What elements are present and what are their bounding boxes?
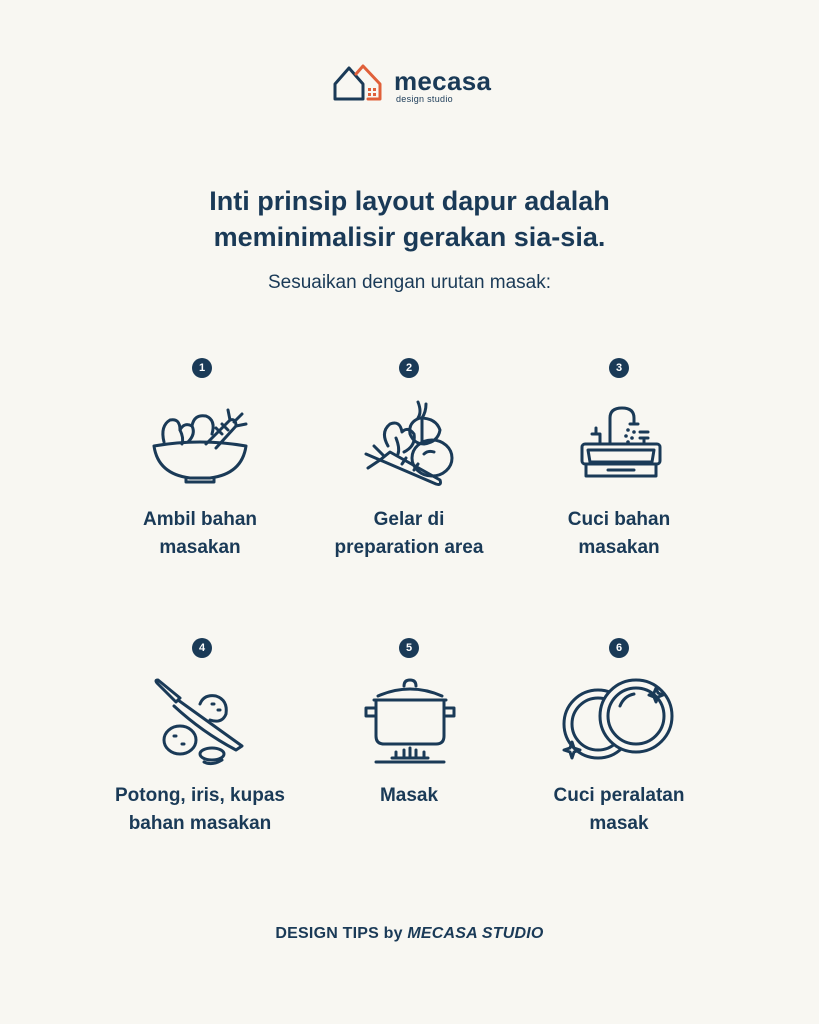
step-1-line-2: masakan bbox=[159, 537, 241, 558]
step-1-line-1: Ambil bahan bbox=[142, 509, 257, 530]
step-2-line-2: preparation area bbox=[334, 537, 484, 558]
headline-line-1: Inti prinsip layout dapur adalah bbox=[209, 186, 610, 216]
step-5-caption bbox=[289, 782, 529, 810]
headline bbox=[0, 183, 819, 255]
step-2-line-1: Gelar di bbox=[373, 509, 445, 530]
step-3-caption bbox=[499, 506, 739, 562]
house-logo-icon bbox=[332, 62, 388, 102]
step-5-badge: 5 bbox=[399, 638, 419, 658]
step-3-line-2: masakan bbox=[578, 537, 660, 558]
step-1-caption bbox=[80, 506, 320, 562]
clean-plates-icon bbox=[558, 676, 678, 766]
cooking-pot-icon bbox=[362, 678, 458, 764]
step-4-line-1: Potong, iris, kupas bbox=[115, 785, 285, 806]
sink-icon bbox=[578, 404, 664, 484]
step-1-badge: 1 bbox=[192, 358, 212, 378]
vegetable-bowl-icon bbox=[150, 398, 250, 484]
step-3-line-1: Cuci bahan bbox=[567, 509, 671, 530]
footer-prefix: DESIGN TIPS by bbox=[275, 925, 408, 942]
step-6-line-2: masak bbox=[589, 813, 649, 834]
step-4-badge: 4 bbox=[192, 638, 212, 658]
step-3-badge: 3 bbox=[609, 358, 629, 378]
vegetables-icon bbox=[360, 398, 460, 492]
step-6-line-1: Cuci peralatan bbox=[553, 785, 685, 806]
step-2-caption bbox=[289, 506, 529, 562]
headline-line-2: meminimalisir gerakan sia-sia. bbox=[213, 222, 606, 252]
step-6-caption bbox=[499, 782, 739, 838]
step-5-line-1: Masak bbox=[379, 785, 439, 806]
footer bbox=[0, 925, 819, 943]
step-2-badge: 2 bbox=[399, 358, 419, 378]
step-4-line-2: bahan masakan bbox=[128, 813, 272, 834]
knife-potato-icon bbox=[150, 676, 250, 766]
step-4-caption bbox=[80, 782, 320, 838]
footer-studio: MECASA STUDIO bbox=[407, 925, 544, 942]
subheadline: Sesuaikan dengan urutan masak: bbox=[267, 272, 552, 293]
brand-name: mecasa bbox=[394, 66, 492, 96]
brand-logo bbox=[332, 62, 492, 106]
brand-tagline: design studio bbox=[396, 94, 453, 104]
step-6-badge: 6 bbox=[609, 638, 629, 658]
